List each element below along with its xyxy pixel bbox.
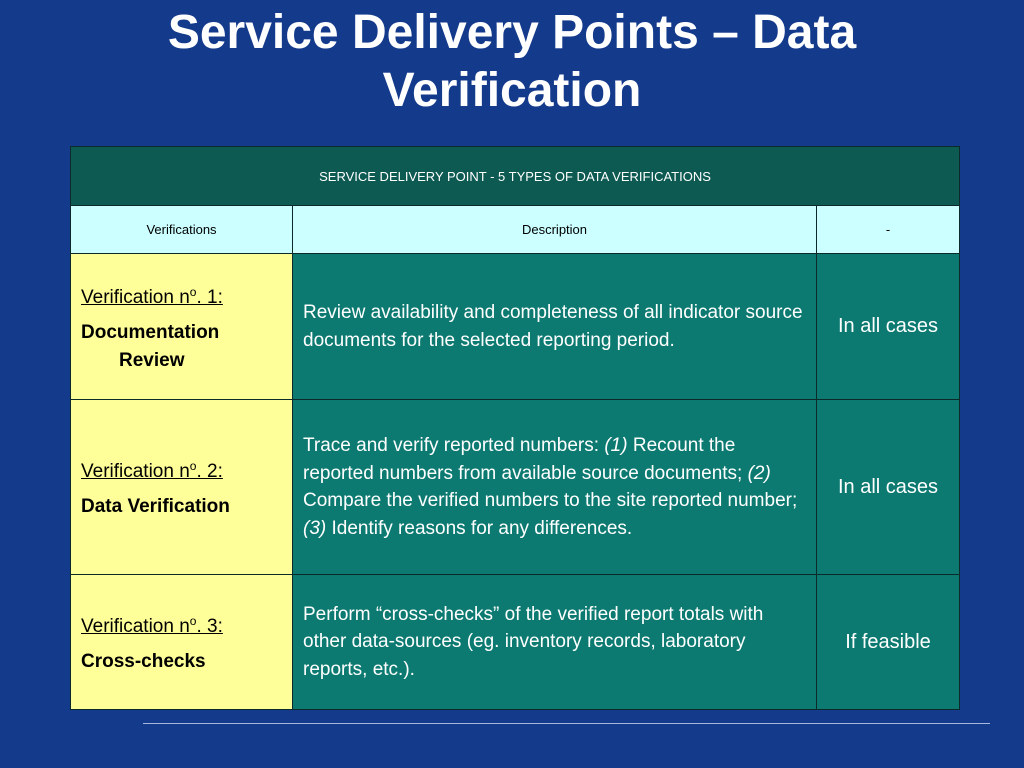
verification-name-cell [71,254,293,400]
verification-name: Data Verification [81,496,230,517]
verification-frequency: In all cases [817,400,960,575]
verification-description: Review availability and completeness of all indicator source documents for the selected reporting period. [293,254,817,400]
verification-label: Verification $n^o$. 2: [81,459,223,482]
footer-divider [143,723,990,724]
table-row [71,254,960,400]
verification-name: Documentation Review [81,321,220,371]
header-verifications: Verifications [71,206,293,254]
verification-name-cell [71,400,293,575]
table-banner-row [71,147,960,206]
table-banner: SERVICE DELIVERY POINT - 5 TYPES OF DATA VERIFICATIONS [71,147,960,206]
verification-table [70,146,960,710]
table-header-row [71,206,960,254]
verification-description: Trace and verify reported numbers: (1) Recount the reported numbers from available source documents; (2) Compare the verified numbers to the site reported number; (3) Identify reasons for any differences. [293,400,817,575]
table-row [71,575,960,710]
verification-label: Verification $n^o$. 3: [81,614,223,637]
verification-name-cell [71,575,293,710]
table-row [71,400,960,575]
verification-name: Cross-checks [81,651,206,672]
verification-frequency: In all cases [817,254,960,400]
header-when: - [817,206,960,254]
verification-description: Perform “cross-checks” of the verified report totals with other data-sources (eg. inventory records, laboratory reports, etc.). [293,575,817,710]
verification-label: Verification $n^o$. 1: [81,284,223,308]
verification-frequency: If feasible [817,575,960,710]
header-description: Description [293,206,817,254]
slide-title: Service Delivery Points – Data Verification [167,6,857,117]
